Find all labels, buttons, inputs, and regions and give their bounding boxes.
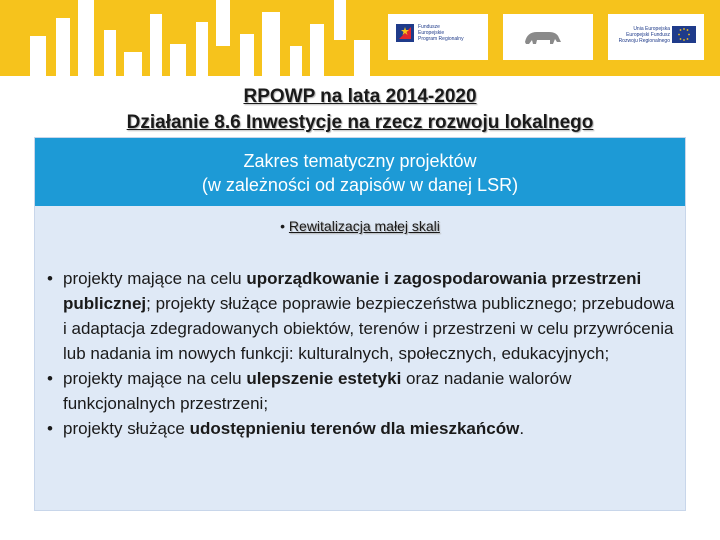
- banner-decor: [310, 24, 324, 76]
- banner-decor: [290, 46, 302, 76]
- banner-decor: [170, 44, 186, 76]
- banner-decor: [216, 0, 230, 46]
- section-subheading: [35, 218, 685, 234]
- panel-heading-line2: (w zależności od zapisów w danej LSR): [201, 175, 519, 195]
- panel-heading-line1: Zakres tematyczny projektów: [243, 151, 477, 171]
- subheading-label: Rewitalizacja małej skali: [288, 218, 440, 234]
- ue-logo-text: Unia Europejska Europejski Fundusz Rozwoju Regionalnego: [618, 26, 670, 44]
- banner-decor: [262, 12, 280, 76]
- subheading-bullet: •: [280, 218, 286, 234]
- bison-icon: [523, 28, 563, 46]
- header-banner: [0, 0, 720, 76]
- fe-star-icon: [396, 24, 414, 42]
- list-item: • projekty służące udostępnieniu terenów dla mieszkańców.: [53, 416, 677, 441]
- banner-decor: [56, 18, 70, 76]
- project-list: [47, 266, 677, 441]
- content-panel: [34, 137, 686, 511]
- list-item: • projekty mające na celu ulepszenie estetyki oraz nadanie walorów funkcjonalnych przestrzeni;: [53, 366, 677, 416]
- page-subtitle: Działanie 8.6 Inwestycje na rzecz rozwoju lokalnego: [126, 112, 594, 133]
- page-title: RPOWP na lata 2014-2020: [243, 86, 477, 107]
- banner-decor: [196, 22, 208, 76]
- list-bullet: •: [47, 369, 53, 388]
- banner-decor: [78, 0, 94, 76]
- list-bullet: •: [47, 269, 53, 288]
- unia-europejska-logo: [608, 14, 704, 60]
- banner-decor: [150, 14, 162, 76]
- eu-flag-icon: [672, 26, 696, 43]
- fundusze-europejskie-logo: [388, 14, 488, 60]
- list-bullet: •: [47, 419, 53, 438]
- banner-decor: [124, 52, 142, 76]
- list-item: • projekty mające na celu uporządkowanie i zagospodarowania przestrzeni publicznej; projekty służące poprawie bezpieczeństwa publicznego; przebudowa i adaptacja zdegradowanych obiektów, terenów i przestrzeni w celu przywrócenia lub nadania im nowych funkcji: kulturalnych, społecznych, edukacyjnych;: [53, 266, 677, 366]
- banner-decor: [30, 36, 46, 76]
- banner-decor: [334, 0, 346, 40]
- banner-decor: [104, 30, 116, 76]
- banner-decor: [354, 40, 370, 76]
- banner-decor: [240, 34, 254, 76]
- fe-logo-text: Fundusze Europejskie Program Regionalny: [418, 24, 464, 42]
- podlaskie-logo: [503, 14, 593, 60]
- panel-heading: [35, 138, 685, 206]
